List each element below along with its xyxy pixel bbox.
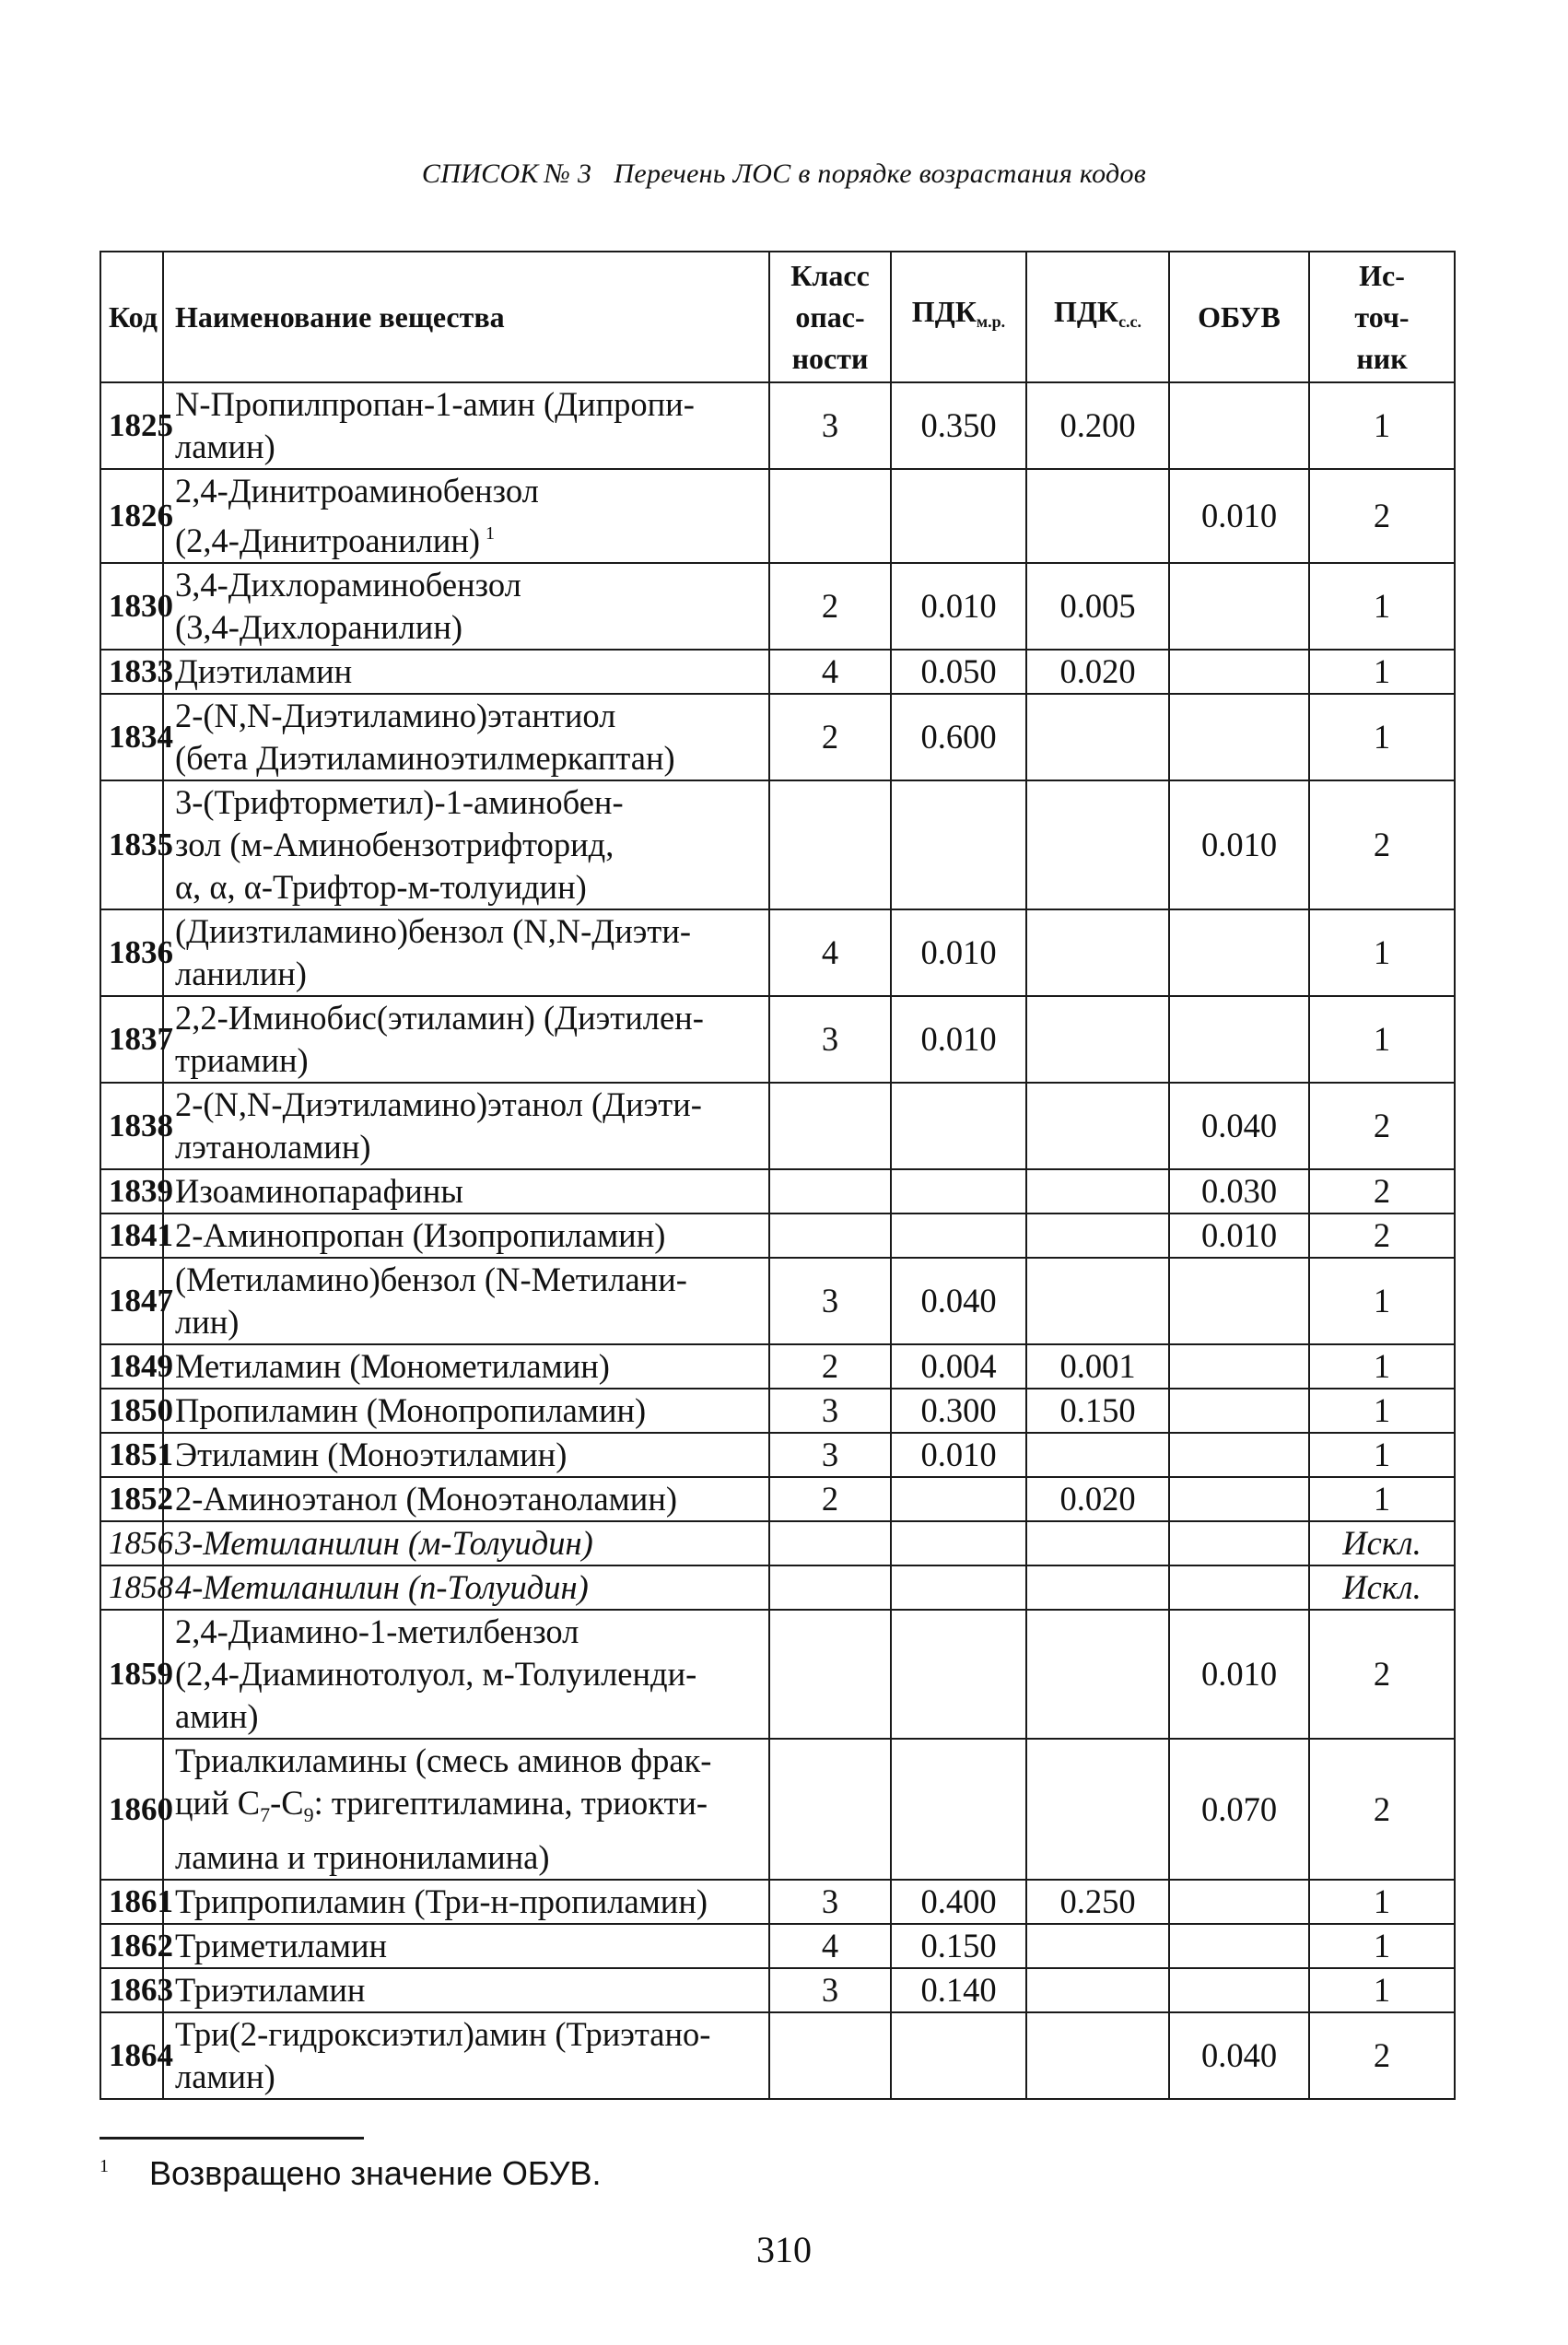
cell-code: 1850 [100, 1389, 163, 1433]
cell-obuv [1169, 1389, 1309, 1433]
name-line: (2,4-Диаминотолуол, м-Толуиленди- [175, 1655, 697, 1693]
name-line: 3-(Трифторметил)-1-аминобен- [175, 783, 624, 821]
table-row [100, 1433, 1455, 1477]
cell-source: 1 [1309, 996, 1455, 1083]
cell-source: 1 [1309, 1477, 1455, 1521]
cell-code: 1833 [100, 650, 163, 694]
cell-obuv: 0.010 [1169, 780, 1309, 909]
cell-obuv [1169, 1565, 1309, 1610]
cell-pdk-mr [891, 1521, 1026, 1565]
cell-obuv [1169, 1521, 1309, 1565]
name-line: лин) [175, 1303, 240, 1341]
cell-name [163, 650, 769, 694]
name-line: (Диизтиламино)бензол (N,N-Диэти- [175, 912, 692, 950]
cell-obuv: 0.070 [1169, 1739, 1309, 1880]
cell-hazard-class: 3 [769, 1389, 891, 1433]
cell-source: 2 [1309, 469, 1455, 563]
table-row [100, 1924, 1455, 1968]
table-row [100, 1739, 1455, 1880]
cell-pdk-mr: 0.140 [891, 1968, 1026, 2012]
cell-source: 2 [1309, 1610, 1455, 1739]
name-line: (2,4-Динитроанилин) [175, 522, 481, 559]
cell-obuv [1169, 1344, 1309, 1389]
voc-table [99, 251, 1456, 2100]
name-line: триамин) [175, 1041, 309, 1079]
cell-code: 1851 [100, 1433, 163, 1477]
name-line: 2-(N,N-Диэтиламино)этанол (Диэти- [175, 1085, 702, 1123]
table-row [100, 1521, 1455, 1565]
cell-code: 1862 [100, 1924, 163, 1968]
cell-obuv [1169, 694, 1309, 780]
cell-code: 1861 [100, 1880, 163, 1924]
cell-obuv: 0.030 [1169, 1169, 1309, 1214]
cell-name [163, 2012, 769, 2099]
name-line: ламин) [175, 2058, 275, 2095]
cell-pdk-ss: 0.020 [1026, 1477, 1169, 1521]
cell-hazard-class: 2 [769, 1344, 891, 1389]
cell-pdk-ss [1026, 1968, 1169, 2012]
table-row [100, 1477, 1455, 1521]
cell-name [163, 382, 769, 469]
cell-source: 1 [1309, 694, 1455, 780]
cell-code: 1825 [100, 382, 163, 469]
cell-pdk-ss: 0.020 [1026, 650, 1169, 694]
name-line: Диэтиламин [175, 652, 353, 690]
cell-hazard-class [769, 1214, 891, 1258]
cell-pdk-mr: 0.350 [891, 382, 1026, 469]
name-line: Три(2-гидроксиэтил)амин (Триэтано- [175, 2015, 711, 2053]
cell-source: 2 [1309, 1739, 1455, 1880]
title-description: Перечень ЛОС в порядке возрастания кодов [614, 158, 1147, 189]
cell-pdk-ss: 0.200 [1026, 382, 1169, 469]
cell-hazard-class: 3 [769, 1258, 891, 1344]
table-row [100, 1258, 1455, 1344]
cell-pdk-mr [891, 1169, 1026, 1214]
cell-pdk-mr: 0.004 [891, 1344, 1026, 1389]
cell-code: 1834 [100, 694, 163, 780]
cell-name [163, 909, 769, 996]
cell-code: 1835 [100, 780, 163, 909]
cell-pdk-mr: 0.050 [891, 650, 1026, 694]
cell-hazard-class [769, 1610, 891, 1739]
cell-name [163, 1258, 769, 1344]
cell-name [163, 1565, 769, 1610]
name-line: 4-Метиланилин (п-Толуидин) [175, 1568, 589, 1606]
cell-source: 1 [1309, 1389, 1455, 1433]
cell-obuv: 0.040 [1169, 1083, 1309, 1169]
cell-obuv [1169, 382, 1309, 469]
cell-code: 1849 [100, 1344, 163, 1389]
cell-hazard-class: 3 [769, 1433, 891, 1477]
cell-name [163, 694, 769, 780]
cell-source: 1 [1309, 1344, 1455, 1389]
cell-pdk-ss [1026, 1610, 1169, 1739]
name-line: Трипропиламин (Три-н-пропиламин) [175, 1882, 708, 1920]
name-line: лэтаноламин) [175, 1128, 371, 1166]
name-line: 2,4-Диамино-1-метилбензол [175, 1612, 579, 1650]
cell-hazard-class [769, 1169, 891, 1214]
cell-pdk-mr: 0.040 [891, 1258, 1026, 1344]
name-line: ланилин) [175, 955, 307, 992]
cell-name [163, 1083, 769, 1169]
cell-source: 2 [1309, 2012, 1455, 2099]
cell-pdk-mr [891, 2012, 1026, 2099]
cell-obuv [1169, 563, 1309, 650]
header-obuv: ОБУВ [1169, 252, 1309, 382]
cell-hazard-class: 3 [769, 1968, 891, 2012]
cell-pdk-ss [1026, 2012, 1169, 2099]
cell-name [163, 1521, 769, 1565]
cell-code: 1847 [100, 1258, 163, 1344]
cell-pdk-mr [891, 780, 1026, 909]
page-title [0, 158, 1568, 190]
cell-pdk-mr: 0.010 [891, 1433, 1026, 1477]
cell-pdk-ss [1026, 1521, 1169, 1565]
cell-name [163, 1880, 769, 1924]
name-line: (3,4-Дихлоранилин) [175, 608, 463, 646]
cell-source: 1 [1309, 1433, 1455, 1477]
name-line: Изоаминопарафины [175, 1172, 463, 1210]
name-line: ций $С_7-С_9$: тригептиламина, триокти- [175, 1784, 708, 1826]
name-line: N-Пропилпропан-1-амин (Дипропи- [175, 385, 695, 423]
name-line: Триалкиламины (смесь аминов фрак- [175, 1741, 712, 1779]
cell-pdk-ss [1026, 780, 1169, 909]
cell-obuv: 0.010 [1169, 1610, 1309, 1739]
table-row [100, 1880, 1455, 1924]
cell-source: 2 [1309, 780, 1455, 909]
cell-code: 1830 [100, 563, 163, 650]
cell-pdk-mr [891, 1214, 1026, 1258]
cell-code: 1826 [100, 469, 163, 563]
table-row [100, 694, 1455, 780]
cell-pdk-ss: 0.150 [1026, 1389, 1169, 1433]
cell-name [163, 1968, 769, 2012]
name-line: 2,2-Иминобис(этиламин) (Диэтилен- [175, 999, 704, 1037]
name-line: Триэтиламин [175, 1971, 366, 2009]
cell-pdk-mr [891, 1083, 1026, 1169]
name-line: амин) [175, 1697, 259, 1735]
cell-pdk-mr: 0.400 [891, 1880, 1026, 1924]
cell-obuv [1169, 1433, 1309, 1477]
table-row [100, 1565, 1455, 1610]
cell-hazard-class: 4 [769, 909, 891, 996]
header-pdk-mr: $ПДК_{м.р.}$ [891, 252, 1026, 382]
cell-code: 1860 [100, 1739, 163, 1880]
cell-code: 1859 [100, 1610, 163, 1739]
cell-pdk-mr: 0.010 [891, 909, 1026, 996]
cell-code: 1841 [100, 1214, 163, 1258]
cell-pdk-mr [891, 1477, 1026, 1521]
cell-source: 1 [1309, 909, 1455, 996]
cell-hazard-class: 4 [769, 1924, 891, 1968]
cell-pdk-mr: 0.150 [891, 1924, 1026, 1968]
table-header-row [100, 252, 1455, 382]
name-line: 3,4-Дихлораминобензол [175, 566, 521, 604]
cell-obuv [1169, 650, 1309, 694]
cell-source: 2 [1309, 1214, 1455, 1258]
cell-pdk-mr: 0.600 [891, 694, 1026, 780]
table-row [100, 909, 1455, 996]
cell-pdk-mr [891, 1610, 1026, 1739]
name-line: 2,4-Динитроаминобензол [175, 472, 539, 510]
table-row [100, 780, 1455, 909]
cell-pdk-mr [891, 1565, 1026, 1610]
cell-pdk-ss [1026, 1565, 1169, 1610]
name-line: Триметиламин [175, 1927, 388, 1964]
cell-source: 1 [1309, 382, 1455, 469]
footnote [99, 2145, 602, 2195]
header-pdk-ss: $ПДК_{с.с.}$ [1026, 252, 1169, 382]
table-row [100, 1214, 1455, 1258]
cell-source: Искл. [1309, 1565, 1455, 1610]
cell-hazard-class [769, 1739, 891, 1880]
name-line: (бета Диэтиламиноэтилмеркаптан) [175, 739, 675, 777]
cell-pdk-ss [1026, 1258, 1169, 1344]
cell-pdk-ss [1026, 1169, 1169, 1214]
cell-name [163, 780, 769, 909]
cell-source: 1 [1309, 650, 1455, 694]
name-line: (Метиламино)бензол (N-Метилани- [175, 1260, 687, 1298]
cell-obuv [1169, 996, 1309, 1083]
name-line: Пропиламин (Монопропиламин) [175, 1391, 647, 1429]
cell-name [163, 1433, 769, 1477]
cell-pdk-ss [1026, 996, 1169, 1083]
cell-obuv [1169, 1924, 1309, 1968]
cell-pdk-ss [1026, 1433, 1169, 1477]
cell-obuv [1169, 1968, 1309, 2012]
cell-source: 2 [1309, 1083, 1455, 1169]
cell-hazard-class: 2 [769, 563, 891, 650]
table-row [100, 1389, 1455, 1433]
cell-code: 1863 [100, 1968, 163, 2012]
cell-source: 1 [1309, 1258, 1455, 1344]
cell-hazard-class [769, 2012, 891, 2099]
header-code: Код [100, 252, 163, 382]
cell-code: 1858 [100, 1565, 163, 1610]
cell-name [163, 1389, 769, 1433]
name-line: α, α, α-Трифтор-м-толуидин) [175, 868, 587, 906]
cell-code: 1864 [100, 2012, 163, 2099]
cell-source: 1 [1309, 1880, 1455, 1924]
cell-name [163, 1924, 769, 1968]
cell-code: 1837 [100, 996, 163, 1083]
name-line: 2-Аминоэтанол (Моноэтаноламин) [175, 1480, 678, 1518]
table-row [100, 382, 1455, 469]
cell-hazard-class [769, 780, 891, 909]
cell-pdk-ss [1026, 469, 1169, 563]
cell-source: Искл. [1309, 1521, 1455, 1565]
title-prefix: СПИСОК [421, 158, 539, 189]
cell-pdk-ss [1026, 1739, 1169, 1880]
cell-name [163, 563, 769, 650]
footnote-text: Возвращено значение ОБУВ. [149, 2154, 602, 2192]
name-line: ламина и тринониламина) [175, 1838, 550, 1876]
table-row [100, 650, 1455, 694]
cell-hazard-class: 4 [769, 650, 891, 694]
name-line: Метиламин (Монометиламин) [175, 1347, 610, 1385]
cell-obuv: 0.010 [1169, 1214, 1309, 1258]
cell-pdk-mr [891, 1739, 1026, 1880]
name-line: 2-Аминопропан (Изопропиламин) [175, 1216, 666, 1254]
cell-code: 1852 [100, 1477, 163, 1521]
footnote-ref: 1 [486, 523, 496, 544]
cell-pdk-ss: 0.250 [1026, 1880, 1169, 1924]
header-name: Наименование вещества [163, 252, 769, 382]
name-line: ламин) [175, 428, 275, 465]
cell-pdk-ss [1026, 1214, 1169, 1258]
cell-name [163, 1610, 769, 1739]
header-hazard-class: Класс опас- ности [769, 252, 891, 382]
table-row [100, 1083, 1455, 1169]
cell-name [163, 996, 769, 1083]
table-row [100, 1610, 1455, 1739]
cell-hazard-class [769, 1083, 891, 1169]
cell-hazard-class [769, 1521, 891, 1565]
cell-hazard-class: 3 [769, 382, 891, 469]
cell-code: 1839 [100, 1169, 163, 1214]
cell-code: 1838 [100, 1083, 163, 1169]
cell-code: 1836 [100, 909, 163, 996]
cell-hazard-class [769, 469, 891, 563]
footnote-rule [99, 2137, 364, 2140]
cell-name [163, 469, 769, 563]
cell-source: 1 [1309, 563, 1455, 650]
cell-name [163, 1214, 769, 1258]
table-row [100, 1169, 1455, 1214]
name-line: 3-Метиланилин (м-Толуидин) [175, 1524, 593, 1562]
cell-hazard-class [769, 1565, 891, 1610]
cell-code: 1856 [100, 1521, 163, 1565]
cell-hazard-class: 2 [769, 1477, 891, 1521]
table-row [100, 1968, 1455, 2012]
cell-pdk-ss [1026, 1924, 1169, 1968]
cell-name [163, 1477, 769, 1521]
title-number: № 3 [544, 158, 592, 189]
header-source: Ис- точ- ник [1309, 252, 1455, 382]
table-row [100, 1344, 1455, 1389]
cell-pdk-mr: 0.010 [891, 563, 1026, 650]
cell-pdk-mr: 0.010 [891, 996, 1026, 1083]
cell-obuv: 0.010 [1169, 469, 1309, 563]
cell-source: 2 [1309, 1169, 1455, 1214]
cell-obuv [1169, 1880, 1309, 1924]
cell-name [163, 1169, 769, 1214]
name-line: 2-(N,N-Диэтиламино)этантиол [175, 697, 616, 734]
cell-pdk-ss: 0.001 [1026, 1344, 1169, 1389]
cell-pdk-mr [891, 469, 1026, 563]
cell-pdk-ss: 0.005 [1026, 563, 1169, 650]
cell-source: 1 [1309, 1924, 1455, 1968]
footnote-mark: 1 [99, 2156, 109, 2176]
cell-pdk-ss [1026, 1083, 1169, 1169]
name-line: Этиламин (Моноэтиламин) [175, 1436, 568, 1473]
table-row [100, 2012, 1455, 2099]
cell-obuv [1169, 1477, 1309, 1521]
cell-hazard-class: 2 [769, 694, 891, 780]
cell-obuv [1169, 1258, 1309, 1344]
cell-name [163, 1739, 769, 1880]
cell-pdk-mr: 0.300 [891, 1389, 1026, 1433]
cell-name [163, 1344, 769, 1389]
cell-hazard-class: 3 [769, 1880, 891, 1924]
page-number: 310 [756, 2229, 812, 2270]
table-row [100, 563, 1455, 650]
cell-obuv [1169, 909, 1309, 996]
table-row [100, 996, 1455, 1083]
cell-source: 1 [1309, 1968, 1455, 2012]
cell-pdk-ss [1026, 909, 1169, 996]
cell-hazard-class: 3 [769, 996, 891, 1083]
table-row [100, 469, 1455, 563]
name-line: зол (м-Аминобензотрифторид, [175, 826, 614, 863]
cell-obuv: 0.040 [1169, 2012, 1309, 2099]
cell-pdk-ss [1026, 694, 1169, 780]
